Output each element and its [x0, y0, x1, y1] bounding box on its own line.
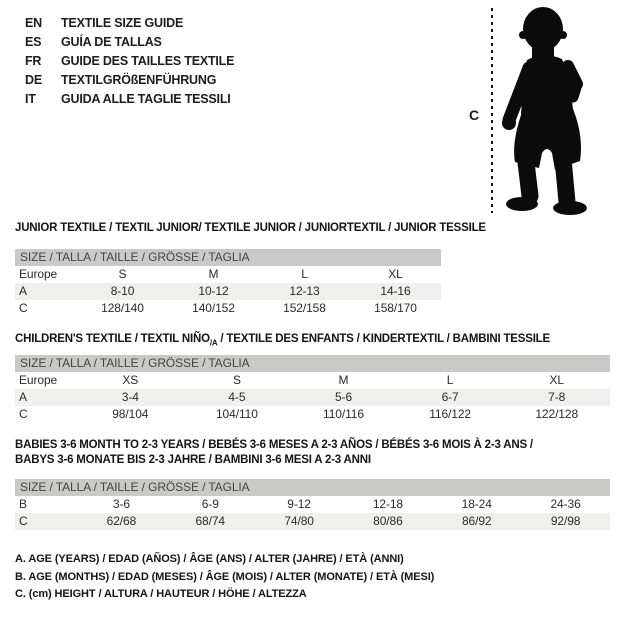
- height-cell: 86/92: [461, 514, 492, 528]
- table-row-height: [15, 406, 610, 423]
- junior-size-table: [15, 249, 441, 317]
- age-cell: 4-5: [228, 390, 246, 404]
- age-cell: 3-6: [112, 497, 130, 511]
- size-cell: XL: [388, 267, 403, 281]
- babies-title-line1: BABIES 3-6 MONTH TO 2-3 YEARS / BEBÉS 3-6 MESES A 2-3 AÑOS / BÉBÉS 3-6 MOIS À 2-3 ANS /: [15, 439, 533, 451]
- height-cell: 128/140: [101, 301, 144, 315]
- height-cell: 68/74: [195, 514, 225, 528]
- footnote-b: B. AGE (MONTHS) / EDAD (MESES) / ÂGE (MOIS) / ALTER (MONATE) / ETÀ (MESI): [15, 570, 435, 583]
- row-label: C: [19, 407, 28, 421]
- row-label: A: [19, 390, 27, 404]
- age-cell: 9-12: [287, 497, 311, 511]
- babies-table-title: [15, 438, 533, 468]
- row-label: C: [19, 301, 28, 315]
- children-table-title: CHILDREN'S TEXTILE / TEXTIL $NIÑO_{/A}$ / TEXTILE DES ENFANTS / KINDERTEXTIL / BAMBINI TESSILE: [15, 333, 550, 348]
- language-list: [25, 14, 234, 109]
- height-cell: 98/104: [112, 407, 149, 421]
- size-cell: M: [208, 267, 219, 281]
- table-row-height: [15, 300, 441, 317]
- footnote-c: C. (cm) HEIGHT / ALTURA / HAUTEUR / HÖHE / ALTEZZA: [15, 588, 307, 600]
- age-cell: 12-18: [372, 497, 404, 511]
- age-cell: 3-4: [121, 390, 139, 404]
- height-cell: 62/68: [106, 514, 137, 528]
- height-cell: 122/128: [535, 407, 579, 421]
- children-size-table: [15, 355, 610, 423]
- language-label: TEXTILE SIZE GUIDE: [61, 16, 184, 30]
- row-label: A: [19, 284, 27, 298]
- size-header-bar: SIZE / TALLA / TAILLE / GRÖSSE / TAGLIA: [15, 249, 441, 266]
- height-cell: 74/80: [284, 514, 314, 528]
- height-cell: 104/110: [215, 407, 258, 421]
- language-label: GUÍA DE TALLAS: [61, 35, 162, 49]
- height-cell: 92/98: [550, 514, 581, 528]
- footnotes: [15, 551, 434, 604]
- language-row-es: [25, 33, 234, 52]
- size-cell: M: [338, 373, 349, 387]
- height-cell: 140/152: [192, 301, 235, 315]
- toddler-silhouette-icon: [500, 4, 614, 216]
- language-code: IT: [25, 92, 36, 106]
- age-cell: 10-12: [198, 284, 229, 298]
- language-code: FR: [25, 54, 42, 68]
- language-label: GUIDE DES TAILLES TEXTILE: [61, 54, 235, 68]
- height-dotted-line: [491, 8, 493, 213]
- row-label: B: [19, 497, 27, 511]
- table-row-age: [15, 389, 610, 406]
- junior-table-title: JUNIOR TEXTILE / TEXTIL JUNIOR/ TEXTILE JUNIOR / JUNIORTEXTIL / JUNIOR TESSILE: [15, 222, 486, 234]
- size-cell: S: [118, 267, 127, 281]
- age-cell: 14-16: [380, 284, 411, 298]
- size-header-bar: SIZE / TALLA / TAILLE / GRÖSSE / TAGLIA: [15, 479, 610, 496]
- babies-size-table: [15, 479, 610, 530]
- size-header-bar: SIZE / TALLA / TAILLE / GRÖSSE / TAGLIA: [15, 355, 610, 372]
- height-measure-label: C: [469, 107, 480, 123]
- row-label: Europe: [19, 267, 58, 281]
- table-row-age: [15, 283, 441, 300]
- age-cell: 8-10: [110, 284, 135, 298]
- babies-title-line2: BABYS 3-6 MONATE BIS 2-3 JAHRE / BAMBINI 3-6 MESI A 2-3 ANNI: [15, 454, 371, 466]
- age-cell: 18-24: [461, 497, 492, 511]
- table-row-age-months: [15, 496, 610, 513]
- age-cell: 7-8: [548, 390, 566, 404]
- age-cell: 6-7: [441, 390, 459, 404]
- size-cell: L: [446, 373, 454, 387]
- size-cell: XS: [122, 373, 139, 387]
- language-label: TEXTILGRÖßENFÜHRUNG: [61, 73, 217, 87]
- language-code: ES: [25, 35, 42, 49]
- footnote-a: A. AGE (YEARS) / EDAD (AÑOS) / ÂGE (ANS) / ALTER (JAHRE) / ETÀ (ANNI): [15, 553, 404, 565]
- age-cell: 24-36: [550, 497, 581, 511]
- age-cell: 6-9: [201, 497, 219, 511]
- height-cell: 152/158: [283, 301, 326, 315]
- language-row-de: [25, 71, 234, 90]
- size-cell: XL: [549, 373, 564, 387]
- language-row-fr: [25, 52, 234, 71]
- height-cell: 80/86: [373, 514, 403, 528]
- row-label: C: [19, 514, 28, 528]
- age-cell: 12-13: [289, 284, 320, 298]
- table-row-height: [15, 513, 610, 530]
- height-cell: 110/116: [323, 407, 364, 421]
- size-cell: L: [301, 267, 308, 281]
- age-cell: 5-6: [334, 390, 353, 404]
- height-cell: 116/122: [429, 407, 471, 421]
- language-label: GUIDA ALLE TAGLIE TESSILI: [61, 92, 231, 106]
- table-row-europe: [15, 266, 441, 283]
- size-cell: S: [232, 373, 241, 387]
- row-label: Europe: [19, 373, 58, 387]
- language-row-en: [25, 14, 234, 33]
- language-row-it: [25, 90, 234, 109]
- language-code: DE: [25, 73, 42, 87]
- language-code: EN: [25, 16, 42, 30]
- table-row-europe: [15, 372, 610, 389]
- height-cell: 158/170: [374, 301, 417, 315]
